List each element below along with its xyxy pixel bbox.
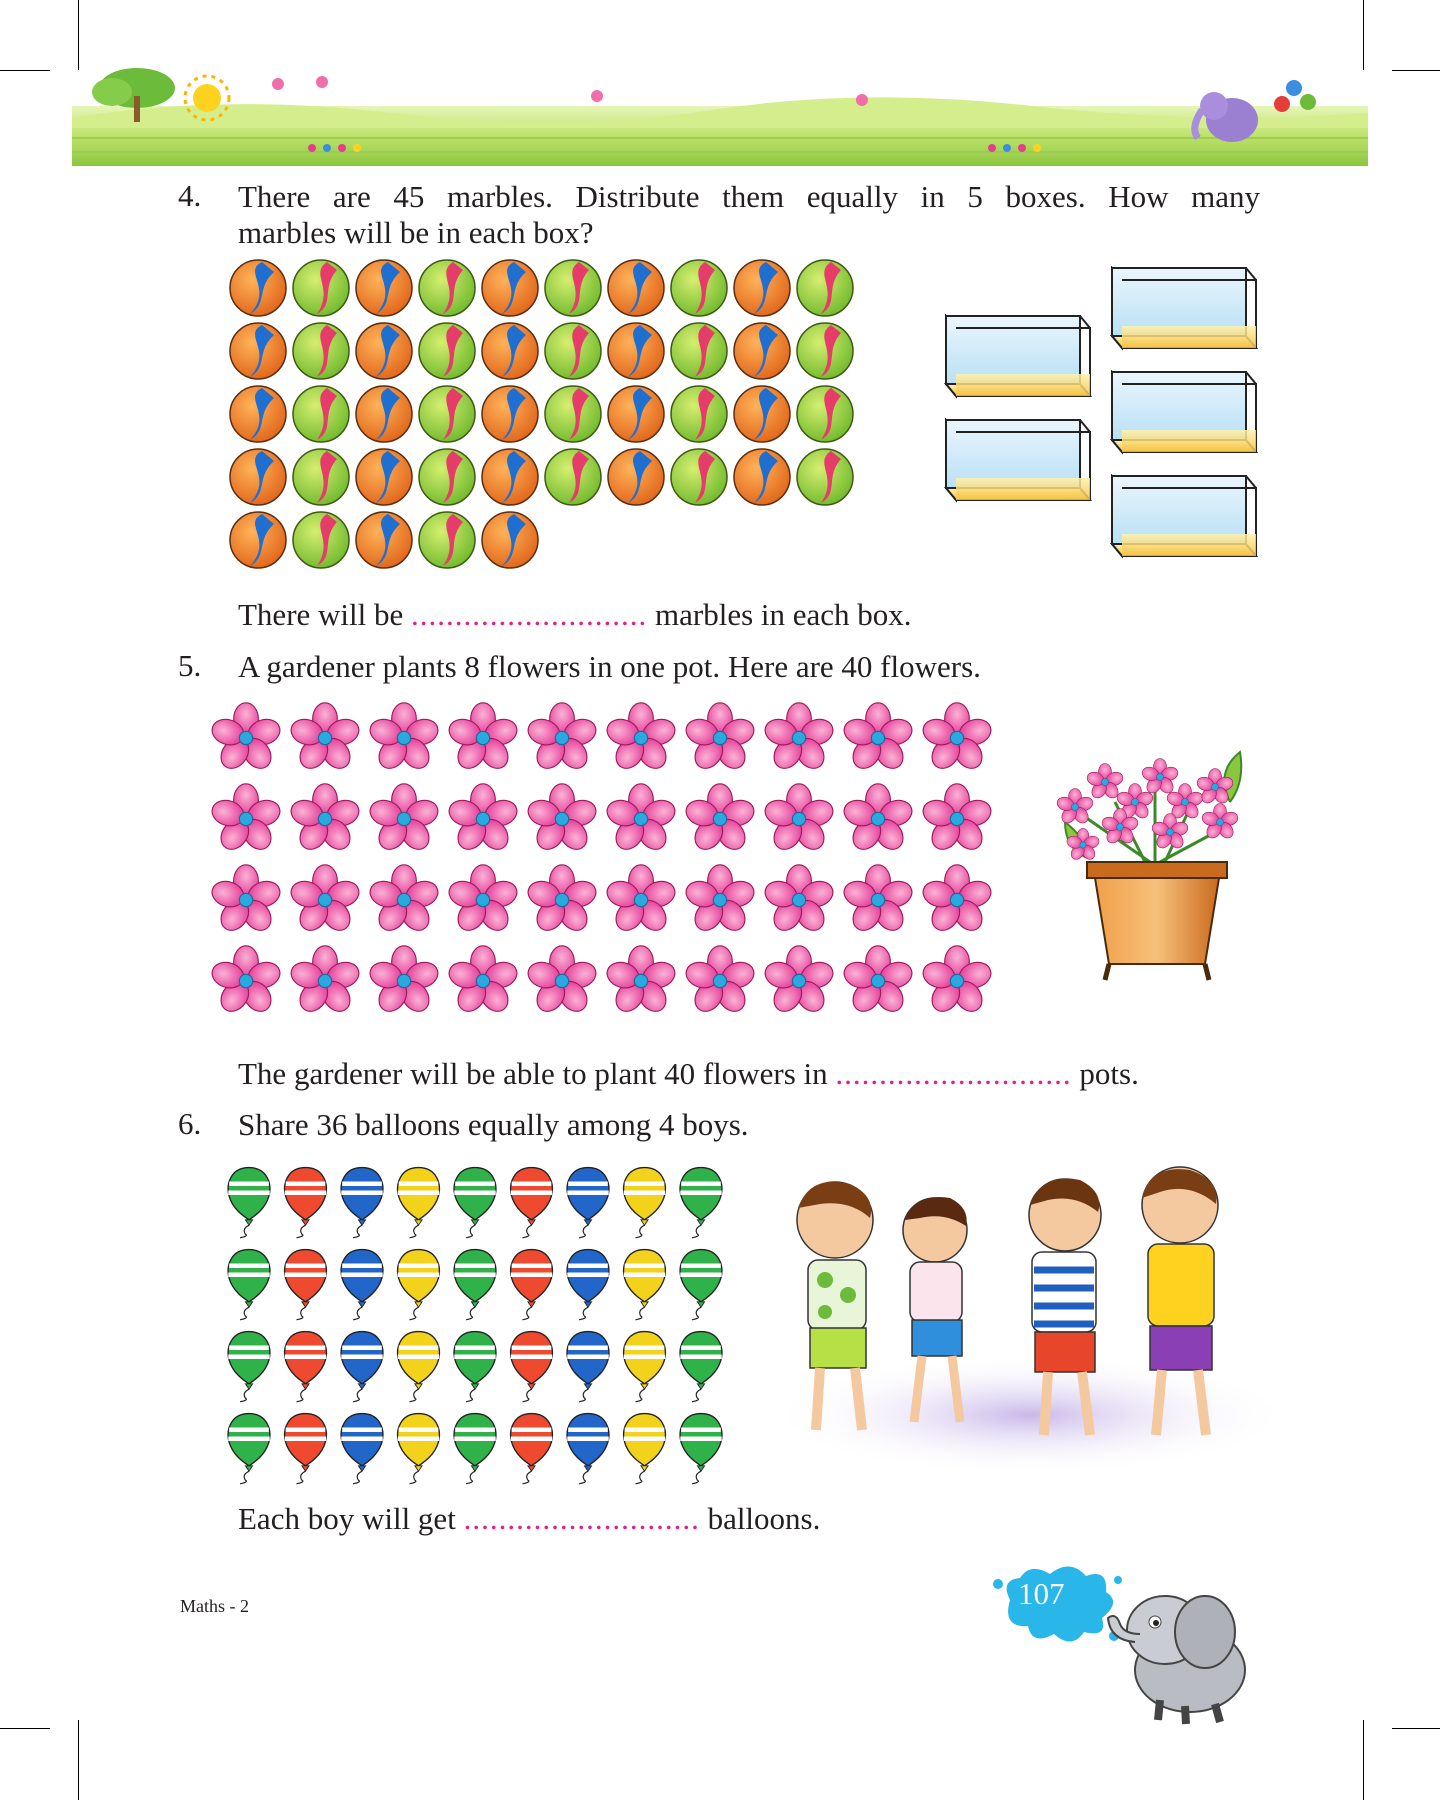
marble <box>419 512 475 568</box>
balloon <box>341 1414 383 1484</box>
marble <box>230 512 286 568</box>
flower <box>288 946 362 1017</box>
flower <box>683 703 757 774</box>
balloon <box>341 1168 383 1238</box>
marble <box>545 260 601 316</box>
trim-mark <box>1392 1728 1440 1729</box>
marble <box>671 386 727 442</box>
box-4 <box>1112 372 1256 452</box>
balloon <box>680 1332 722 1402</box>
question-4-number: 4. <box>178 178 202 213</box>
flower-decoration-icon <box>272 76 868 106</box>
balloon <box>398 1250 440 1320</box>
marble <box>419 260 475 316</box>
flower-pot-icon <box>1045 742 1270 982</box>
flower <box>209 703 283 774</box>
flower <box>525 865 599 936</box>
marble <box>419 449 475 505</box>
marble <box>608 260 664 316</box>
marble <box>671 323 727 379</box>
marble <box>293 260 349 316</box>
flower <box>288 703 362 774</box>
marble <box>608 449 664 505</box>
balloon <box>454 1332 496 1402</box>
marble <box>797 449 853 505</box>
marble <box>230 449 286 505</box>
marble <box>608 323 664 379</box>
marble <box>734 386 790 442</box>
flower <box>604 703 678 774</box>
balloon <box>454 1250 496 1320</box>
flower <box>209 865 283 936</box>
balloon <box>228 1414 270 1484</box>
balloon <box>624 1414 666 1484</box>
flower <box>841 703 915 774</box>
flower <box>446 946 520 1017</box>
flower <box>920 703 994 774</box>
trim-mark <box>1363 1720 1364 1800</box>
balloon <box>624 1168 666 1238</box>
answer-blank[interactable]: ........................... <box>463 1501 700 1536</box>
flower <box>367 784 441 855</box>
answer-prefix: The gardener will be able to plant 40 flowers in <box>238 1056 828 1091</box>
marble <box>356 260 412 316</box>
question-5-number: 5. <box>178 648 202 683</box>
balloon <box>341 1332 383 1402</box>
flower <box>841 946 915 1017</box>
flower <box>762 865 836 936</box>
box-2 <box>946 420 1090 500</box>
answer-prefix: There will be <box>238 597 404 632</box>
flower <box>209 946 283 1017</box>
question-6-number: 6. <box>178 1106 202 1141</box>
marble <box>356 323 412 379</box>
flower <box>604 784 678 855</box>
marble <box>671 449 727 505</box>
marble <box>482 512 538 568</box>
flower <box>841 784 915 855</box>
marble <box>293 449 349 505</box>
balloon <box>454 1414 496 1484</box>
flower <box>209 784 283 855</box>
marble <box>230 260 286 316</box>
box-3 <box>1112 268 1256 348</box>
marble <box>293 386 349 442</box>
flower <box>367 703 441 774</box>
marble <box>734 449 790 505</box>
marble <box>797 260 853 316</box>
marble <box>545 323 601 379</box>
marble <box>230 323 286 379</box>
balloon <box>398 1332 440 1402</box>
balloon <box>285 1414 327 1484</box>
flower <box>525 703 599 774</box>
marble <box>734 323 790 379</box>
trim-mark <box>78 1720 79 1800</box>
balloon <box>285 1332 327 1402</box>
flower <box>762 784 836 855</box>
balloon <box>511 1168 553 1238</box>
balloon <box>567 1332 609 1402</box>
flower <box>683 784 757 855</box>
marble <box>230 386 286 442</box>
flower <box>683 946 757 1017</box>
balloon <box>567 1250 609 1320</box>
balloon <box>680 1250 722 1320</box>
box-1 <box>946 316 1090 396</box>
balloon <box>228 1250 270 1320</box>
marble <box>734 260 790 316</box>
question-5-answer-line <box>238 1055 1139 1093</box>
marble <box>797 386 853 442</box>
balloon <box>624 1250 666 1320</box>
balloon <box>228 1168 270 1238</box>
marble <box>482 449 538 505</box>
balloon <box>398 1168 440 1238</box>
flowers-group <box>208 700 1008 1030</box>
trim-mark <box>0 70 50 71</box>
marble <box>797 323 853 379</box>
trim-mark <box>1392 70 1440 71</box>
balloon <box>454 1168 496 1238</box>
marble <box>482 260 538 316</box>
balloon <box>680 1168 722 1238</box>
balloon <box>567 1168 609 1238</box>
balloon <box>285 1168 327 1238</box>
balloon <box>511 1414 553 1484</box>
boys-illustration <box>770 1160 1290 1480</box>
flower <box>604 865 678 936</box>
question-6-text: Share 36 balloons equally among 4 boys. <box>238 1107 749 1142</box>
question-4-text-line-2: marbles will be in each box? <box>238 215 594 250</box>
balloon <box>624 1332 666 1402</box>
box-5 <box>1112 476 1256 556</box>
boxes-group <box>940 262 1270 578</box>
flower <box>367 946 441 1017</box>
marble <box>482 323 538 379</box>
flower <box>446 703 520 774</box>
book-title-footer: Maths - 2 <box>180 1596 249 1616</box>
marble <box>356 386 412 442</box>
question-5-text: A gardener plants 8 flowers in one pot. Here are 40 flowers. <box>238 649 981 684</box>
balloon <box>680 1414 722 1484</box>
marbles-group <box>228 258 868 588</box>
trim-mark <box>0 1728 50 1729</box>
flower <box>525 784 599 855</box>
balloon <box>228 1332 270 1402</box>
page-number: 107 <box>1018 1576 1065 1611</box>
flower <box>683 865 757 936</box>
answer-blank[interactable]: ........................... <box>411 597 648 632</box>
flower <box>288 865 362 936</box>
flower <box>288 784 362 855</box>
flower <box>446 784 520 855</box>
marble <box>419 323 475 379</box>
question-4-answer-line <box>238 596 912 634</box>
marble <box>356 449 412 505</box>
marble <box>293 512 349 568</box>
header-landscape-banner <box>72 58 1368 166</box>
marble <box>356 512 412 568</box>
answer-suffix: pots. <box>1079 1056 1139 1091</box>
marble <box>545 449 601 505</box>
flower <box>920 865 994 936</box>
answer-suffix: balloons. <box>707 1501 821 1536</box>
flower <box>920 946 994 1017</box>
flower <box>367 865 441 936</box>
marble <box>482 386 538 442</box>
marble <box>293 323 349 379</box>
flower <box>920 784 994 855</box>
marble <box>671 260 727 316</box>
flower <box>604 946 678 1017</box>
balloon <box>398 1414 440 1484</box>
answer-suffix: marbles in each box. <box>655 597 912 632</box>
balloon <box>341 1250 383 1320</box>
question-6-answer-line <box>238 1500 820 1538</box>
answer-blank[interactable]: ........................... <box>835 1056 1072 1091</box>
marble <box>545 386 601 442</box>
flower <box>762 703 836 774</box>
flower <box>525 946 599 1017</box>
flower <box>762 946 836 1017</box>
marble <box>608 386 664 442</box>
flower <box>446 865 520 936</box>
question-4-text-line-1: There are 45 marbles. Distribute them equally in 5 boxes. How many <box>238 179 1260 214</box>
balloons-group <box>222 1160 742 1490</box>
flower <box>841 865 915 936</box>
marble <box>419 386 475 442</box>
balloon <box>511 1250 553 1320</box>
balloon <box>285 1250 327 1320</box>
answer-prefix: Each boy will get <box>238 1501 456 1536</box>
balloon <box>511 1332 553 1402</box>
balloon <box>567 1414 609 1484</box>
